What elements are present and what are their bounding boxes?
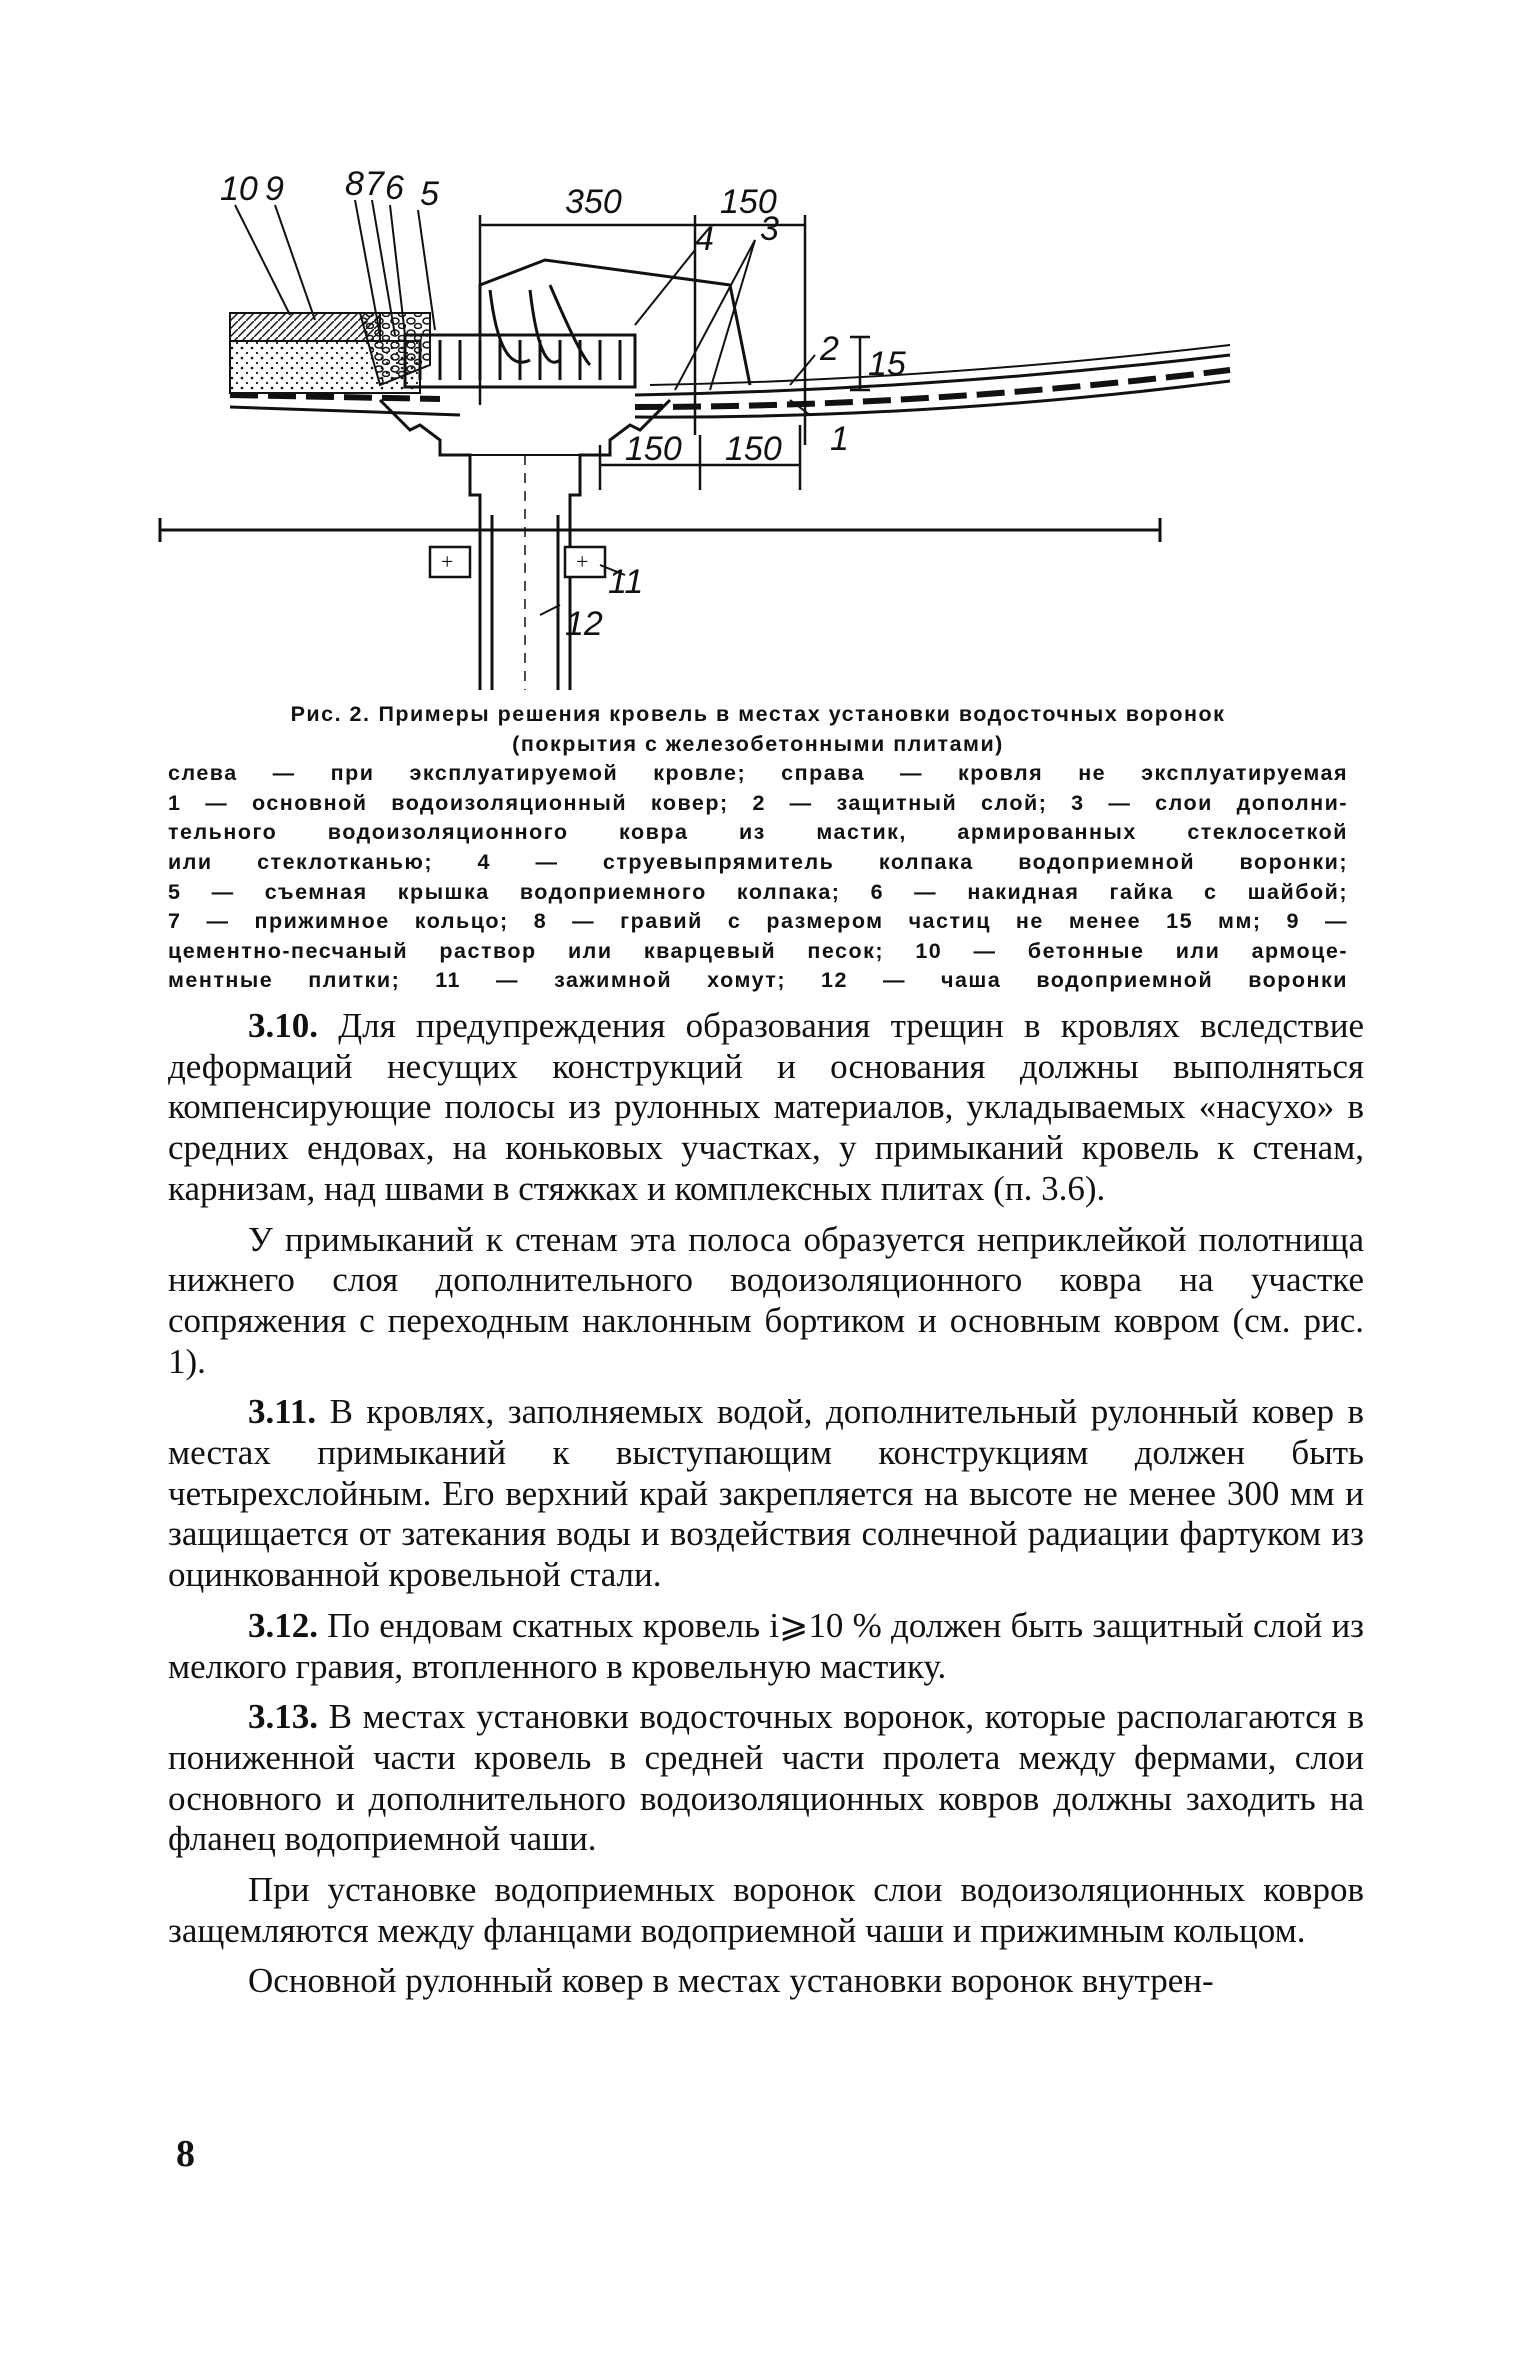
svg-text:+: +: [441, 549, 454, 574]
label-3: 3: [760, 210, 779, 248]
dim-15: 15: [868, 345, 906, 383]
label-7: 7: [365, 165, 384, 203]
label-5: 5: [420, 175, 439, 213]
caption-line: или стеклотканью; 4 — струевыпрямитель колпака водоприемной воронки;: [168, 849, 1348, 874]
paragraph-text: При установке водоприемных воронок слои водоизоляционных ковров защемляются между фланцами водоприемной чаши и прижимным кольцом.: [168, 1870, 1364, 1950]
right-roof-layers: [635, 345, 1230, 417]
label-9: 9: [265, 170, 284, 208]
page-number: 8: [176, 2133, 195, 2175]
roof-drain-drawing: [220, 165, 1290, 690]
dim-150-a: 150: [625, 430, 682, 468]
caption-line: 7 — прижимное кольцо; 8 — гравий с размером частиц не менее 15 мм; 9 —: [168, 909, 1348, 934]
clamp-right: [565, 547, 605, 577]
label-4: 4: [695, 220, 714, 258]
left-roof-layers: [230, 313, 460, 415]
paragraph-3-11: [168, 1392, 1364, 1596]
paragraph-3-13: [168, 1697, 1364, 1860]
label-1: 1: [830, 420, 849, 458]
body-text: [168, 1006, 1364, 2012]
drain-cap: [405, 260, 750, 387]
caption-title: Примеры решения кровель в местах установки водосточных воронок: [378, 702, 1226, 726]
paragraph-number: 3.13.: [248, 1697, 318, 1737]
paragraph-text: В местах установки водосточных воронок, которые располагаются в пониженной части кровель в средней части пролета между фермами, слои основного и дополнительного водоизоляционных ковров должны заходить на фланец водоприемной чаши.: [168, 1697, 1365, 1859]
paragraph-3-10: [168, 1006, 1364, 1210]
paragraph-text: Основной рулонный ковер в местах установки воронок внутрен-: [248, 1961, 1214, 2001]
label-12: 12: [565, 605, 603, 643]
caption-line: тельного водоизоляционного ковра из мастик, армированных стеклосеткой: [168, 820, 1348, 845]
caption-line: 1 — основной водоизоляционный ковер; 2 — защитный слой; 3 — слои дополни-: [168, 790, 1348, 815]
thickness-dimension: [850, 337, 870, 390]
paragraph-number: 3.10.: [248, 1006, 318, 1045]
dim-150-b: 150: [725, 430, 782, 468]
caption-line: цементно-песчаный раствор или кварцевый песок; 10 — бетонные или армоце-: [168, 938, 1348, 963]
clamp-left: [430, 547, 470, 577]
roof-drain-figure: [220, 165, 1290, 690]
dim-150-top: 150: [720, 183, 777, 221]
dim-350: 350: [565, 183, 622, 221]
caption-prefix: Рис. 2.: [290, 702, 371, 726]
caption-line: слева — при эксплуатируемой кровле; справа — кровля не эксплуатируемая: [168, 761, 1348, 786]
paragraph-text: По ендовам скатных кровель i⩾10 % должен быть защитный слой из мелкого гравия, втопленного в кровельную мастику.: [168, 1605, 1364, 1686]
paragraph-text: В кровлях, заполняемых водой, дополнительный рулонный ковер в местах примыканий к выступающим конструкциям должен быть четырехслойным. Его верхний край закрепляется на высоте не менее 300 мм и защищается от затекания воды и воздействия солнечной радиации фартуком из оцинкованной кровельной стали.: [168, 1392, 1364, 1595]
span-line: [160, 518, 1160, 542]
paragraph-3-12: [168, 1606, 1364, 1687]
label-6: 6: [385, 169, 404, 207]
paragraph-walls: [168, 1220, 1364, 1383]
paragraph-main-carpet: [168, 1961, 1364, 2002]
label-8: 8: [345, 165, 364, 203]
caption-title-line1: [168, 700, 1348, 730]
paragraph-drains: [168, 1870, 1364, 1951]
caption-line: 5 — съемная крышка водоприемного колпака; 6 — накидная гайка с шайбой;: [168, 879, 1348, 904]
paragraph-text: Для предупреждения образования трещин в кровлях вследствие деформаций несущих конструкций и основания должны выполняться компенсирующие полосы из рулонных материалов, укладываемых «насухо» в средних ендовах, на коньковых участках, у примыканий кровель к стенам, карнизам, над швами в стяжках и комплексных плитах (п. 3.6).: [168, 1006, 1364, 1208]
figure-caption: [168, 700, 1348, 996]
caption-title-line2: (покрытия с железобетонными плитами): [512, 731, 1004, 756]
label-2: 2: [820, 330, 839, 368]
paragraph-number: 3.12.: [248, 1605, 318, 1645]
svg-text:+: +: [576, 549, 589, 574]
paragraph-number: 3.11.: [248, 1392, 317, 1432]
caption-line: ментные плитки; 11 — зажимной хомут; 12 — чаша водоприемной воронки: [168, 968, 1348, 993]
label-11: 11: [608, 563, 644, 601]
label-10: 10: [220, 170, 258, 208]
paragraph-text: У примыканий к стенам эта полоса образуется неприклейкой полотнища нижнего слоя дополнительного водоизоляционного ковра на участке сопряжения с переходным наклонным бортиком и основным ковром (см. рис. 1).: [168, 1219, 1364, 1381]
top-dimensions: [480, 215, 805, 445]
